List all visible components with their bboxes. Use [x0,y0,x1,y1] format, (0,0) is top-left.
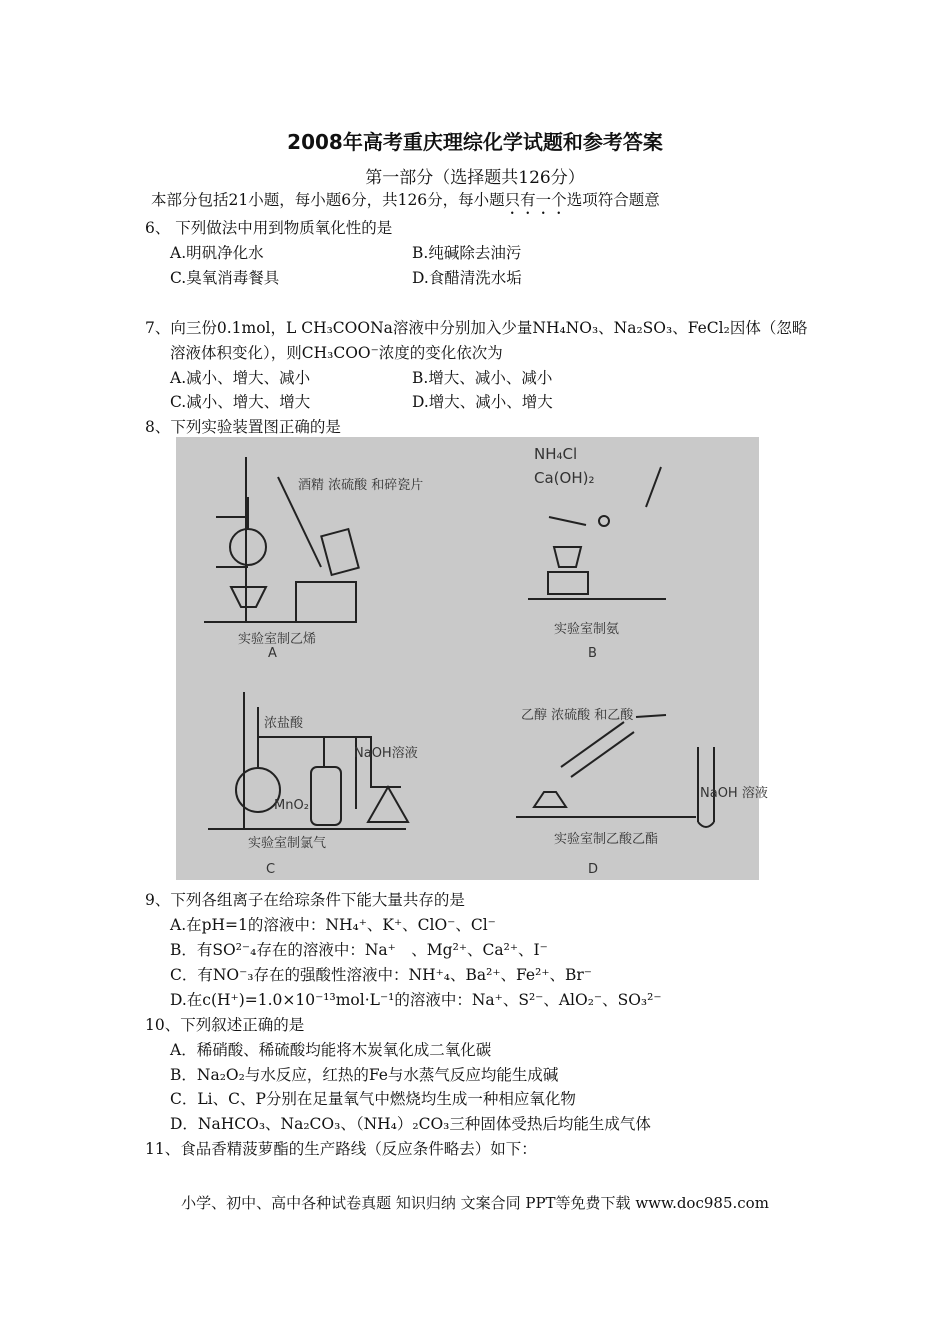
q7-option-c: C.减小、增大、增大 [170,393,311,411]
page-title: 2008年高考重庆理综化学试题和参考答案 [287,130,663,154]
label-c: C [266,862,276,877]
d-naoh-note: NaOH 溶液 [700,786,768,801]
q9-option-a: A.在pH=1的溶液中：NH₄⁺、K⁺、ClO⁻、Cl⁻ [170,916,496,934]
caption-a: 实验室制乙烯 [238,632,317,647]
caption-b: 实验室制氨 [554,622,620,637]
q10-stem: 10、下列叙述正确的是 [145,1016,305,1034]
apparatus-figure [176,437,768,880]
q7-stem-line1: 7、向三份0.1mol，L CH₃COONa溶液中分别加入少量NH₄NO₃、Na₂SO₃、FeCl₂因体（忽略 [145,319,808,337]
b-reagent-nh4cl: NH₄Cl [534,445,578,463]
d-reagent-note: 乙醇 浓硫酸 和乙酸 [521,708,634,723]
a-reagent-note: 酒精 浓硫酸 和碎瓷片 [298,478,424,493]
b-reagent-caoh2: Ca(OH)₂ [534,469,595,487]
label-b: B [588,646,597,661]
q10-option-c: C．Li、C、P分别在足量氧气中燃烧均生成一种相应氧化物 [170,1090,576,1108]
q7-stem-line2: 溶液体积变化），则CH₃COO⁻浓度的变化依次为 [170,344,503,362]
q6-option-a: A.明矾净化水 [170,244,264,262]
q9-option-c: C．有NO⁻₃存在的强酸性溶液中：NH⁺₄、Ba²⁺、Fe²⁺、Br⁻ [170,966,592,984]
q10-option-a: A．稀硝酸、稀硫酸均能将木炭氧化成二氧化碳 [170,1041,492,1059]
part-heading: 第一部分（选择题共126分） [365,168,585,188]
q6-option-d: D.食醋清洗水垢 [412,269,522,287]
q7-option-b: B.增大、减小、减小 [412,369,553,387]
q11-stem: 11、食品香精菠萝酯的生产路线（反应条件略去）如下： [145,1140,537,1158]
q9-option-d: D.在c(H⁺)=1.0×10⁻¹³mol·L⁻¹的溶液中：Na⁺、S²⁻、AlO₂⁻、SO₃²⁻ [170,991,662,1009]
label-a: A [268,646,277,661]
q9-option-b: B．有SO²⁻₄存在的溶液中：Na⁺ 、Mg²⁺、Ca²⁺、I⁻ [170,941,548,959]
q7-option-a: A.减小、增大、减小 [170,369,311,387]
q7-option-d: D.增大、减小、增大 [412,393,553,411]
c-note-naoh: NaOH溶液 [354,746,418,761]
footer-text: 小学、初中、高中各种试卷真题 知识归纳 文案合同 PPT等免费下载 www.doc985.com [181,1194,769,1212]
q6-option-b: B.纯碱除去油污 [412,244,522,262]
caption-c: 实验室制氯气 [248,836,327,851]
label-d: D [588,862,599,877]
intro-text: 本部分包括21小题，每小题6分，共126分，每小题只有一个选项符合题意 [151,191,660,209]
q6-option-c: C.臭氧消毒餐具 [170,269,280,287]
c-note-hcl: 浓盐酸 [264,716,304,731]
q9-stem: 9、下列各组离子在给琮条件下能大量共存的是 [145,891,465,909]
q8-stem: 8、下列实验装置图正确的是 [145,418,341,436]
c-note-mno2: MnO₂ [274,798,309,813]
q6-stem: 6、 下列做法中用到物质氧化性的是 [145,219,393,237]
caption-d: 实验室制乙酸乙酯 [554,832,659,847]
q10-option-b: B．Na₂O₂与水反应，红热的Fe与水蒸气反应均能生成碱 [170,1066,559,1084]
intro-emphasis: 只有一个 [504,191,567,209]
q10-option-d: D．NaHCO₃、Na₂CO₃、（NH₄）₂CO₃三种固体受热后均能生成气体 [170,1115,651,1133]
